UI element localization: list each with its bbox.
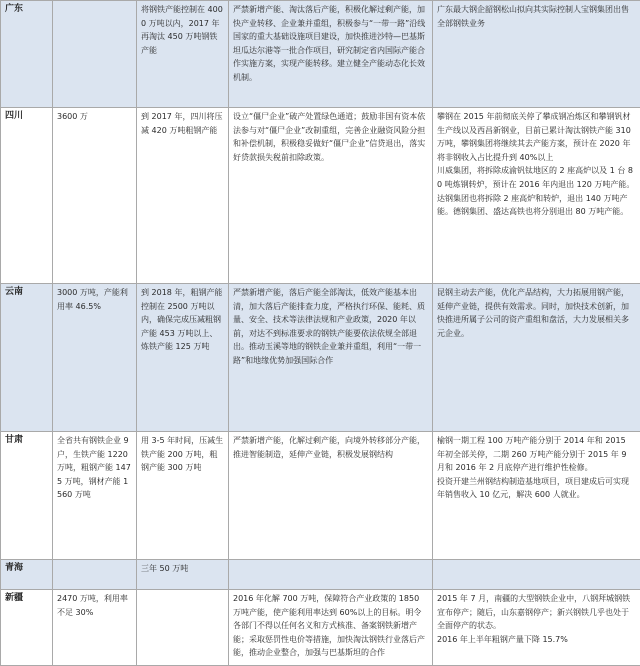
table-row xyxy=(1,590,640,666)
policy-cell: 设立“僵尸企业”破产处置绿色通道；鼓励非国有资本依法参与对“僵尸企业”改制重组，完善企业融资风险分担和补偿机制，积极稳妥做好“僵尸企业”信贷退出，落实好贷款损失税前扣除政策。 xyxy=(229,108,433,284)
progress-cell xyxy=(433,1,640,108)
capacity-cell: 2470 万吨，利用率不足 30% xyxy=(53,590,137,666)
progress-text: 广东最大钢企韶钢松山拟向其实际控制人宝钢集团出售全部钢铁业务 xyxy=(437,3,636,30)
policy-cell xyxy=(229,560,433,590)
capacity-cell: 3600 万 xyxy=(53,108,137,284)
progress-cell xyxy=(433,284,640,432)
progress-cell xyxy=(433,108,640,284)
progress-text: 榆钢一期工程 100 万吨产能分别于 2014 年和 2015 年初全部关停，二期 260 万吨产能分别于 2015 年 9 月和 2016 年 2 月底停产进行维护性检修。 xyxy=(437,434,636,475)
province-cell: 青海 xyxy=(1,560,53,590)
progress-text: 川威集团，将拆除成渝钒钛地区的 2 座高炉以及 1 台 80 吨炼钢转炉，预计在 2016 年内退出 120 万吨产能。达钢集团也将拆除 2 座高炉和转炉，退出 140 万吨产能。德钢集团、盛达高铁也将分别退出 80 万吨产能。 xyxy=(437,164,636,218)
province-cell: 云南 xyxy=(1,284,53,432)
province-cell: 四川 xyxy=(1,108,53,284)
target-cell: 将钢铁产能控制在 4000 万吨以内，2017 年再淘汰 450 万吨钢铁产能 xyxy=(137,1,229,108)
capacity-cell xyxy=(53,1,137,108)
policy-cell: 严禁新增产能、淘汰落后产能，积极化解过剩产能，加快产业转移、企业兼并重组，积极参与“一带一路”沿线国家的重大基础设施项目建设，加快推进沙特—巴基斯坦瓜达尔港等一批合作项目，研究制定省内国际产能合作实施方案，实现产能转移。建立健全产能动态化长效机制。 xyxy=(229,1,433,108)
target-cell: 用 3-5 年时间，压减生铁产能 200 万吨，粗钢产能 300 万吨 xyxy=(137,432,229,560)
progress-cell xyxy=(433,590,640,666)
policy-cell: 2016 年化解 700 万吨，保障符合产业政策的 1850 万吨产能，使产能利用率达到 60%以上的目标。明令各部门不得以任何名义和方式核准、备案钢铁新增产能；采取惩罚性电价等措施，加快淘汰钢铁行业落后产能，推动企业整合，加强与巴基斯坦的合作 xyxy=(229,590,433,666)
table-row xyxy=(1,108,640,284)
target-cell: 三年 50 万吨 xyxy=(137,560,229,590)
capacity-cell: 3000 万吨，产能利用率 46.5% xyxy=(53,284,137,432)
policy-cell: 严禁新增产能，化解过剩产能，向境外转移部分产能，推进智能制造，延伸产业链，积极发展钢结构 xyxy=(229,432,433,560)
province-cell: 甘肃 xyxy=(1,432,53,560)
progress-text: 昆钢主动去产能，优化产品结构，大力拓展用钢产能，延伸产业链，提供有效需求。同时，加快技术创新，加快推进所属子公司的资产重组和盘活，大力发展相关多元企业。 xyxy=(437,286,636,340)
progress-text: 攀钢在 2015 年前彻底关停了攀成钢冶炼区和攀钢钒材生产线以及西昌新钢业，目前已累计淘汰钢铁产能 310 万吨，攀钢集团将继续其去产能方案，预计在 2020 年将非钢收入占比提升到 40%以上 xyxy=(437,110,636,164)
target-cell: 到 2017 年，四川将压减 420 万吨粗钢产能 xyxy=(137,108,229,284)
province-cell: 新疆 xyxy=(1,590,53,666)
table-row xyxy=(1,1,640,108)
table-row xyxy=(1,560,640,590)
capacity-cell xyxy=(53,560,137,590)
table-row xyxy=(1,284,640,432)
table-row xyxy=(1,432,640,560)
progress-text: 2015 年 7 月，南疆的大型钢铁企业中，八钢拜城钢铁宣布停产；随后，山东嘉钢停产；新兴钢铁几乎也处于全面停产的状态。 xyxy=(437,592,636,633)
progress-text: 2016 年上半年粗钢产量下降 15.7% xyxy=(437,633,636,647)
target-cell: 到 2018 年，粗钢产能控制在 2500 万吨以内，确保完成压减粗钢产能 453 万吨以上、炼铁产能 125 万吨 xyxy=(137,284,229,432)
progress-text: 投资开建兰州钢结构制造基地项目，项目建成后可实现年销售收入 10 亿元，解决 600 人就业。 xyxy=(437,475,636,502)
capacity-cell: 全省共有钢铁企业 9 户，生铁产能 1220 万吨，粗钢产能 1475 万吨，钢材产能 1560 万吨 xyxy=(53,432,137,560)
progress-cell xyxy=(433,560,640,590)
target-cell xyxy=(137,590,229,666)
policy-cell: 严禁新增产能，落后产能全部淘汰，低效产能基本出清，加大落后产能排查力度，严格执行环保、能耗、质量、安全、技术等法律法规和产业政策，2020 年以前，对达不到标准要求的钢铁产能要依法依规全部退出。推动玉溪等地的钢铁企业兼并重组，利用“一带一路”和地缘优势加强国际合作 xyxy=(229,284,433,432)
progress-cell xyxy=(433,432,640,560)
province-cell: 广东 xyxy=(1,1,53,108)
